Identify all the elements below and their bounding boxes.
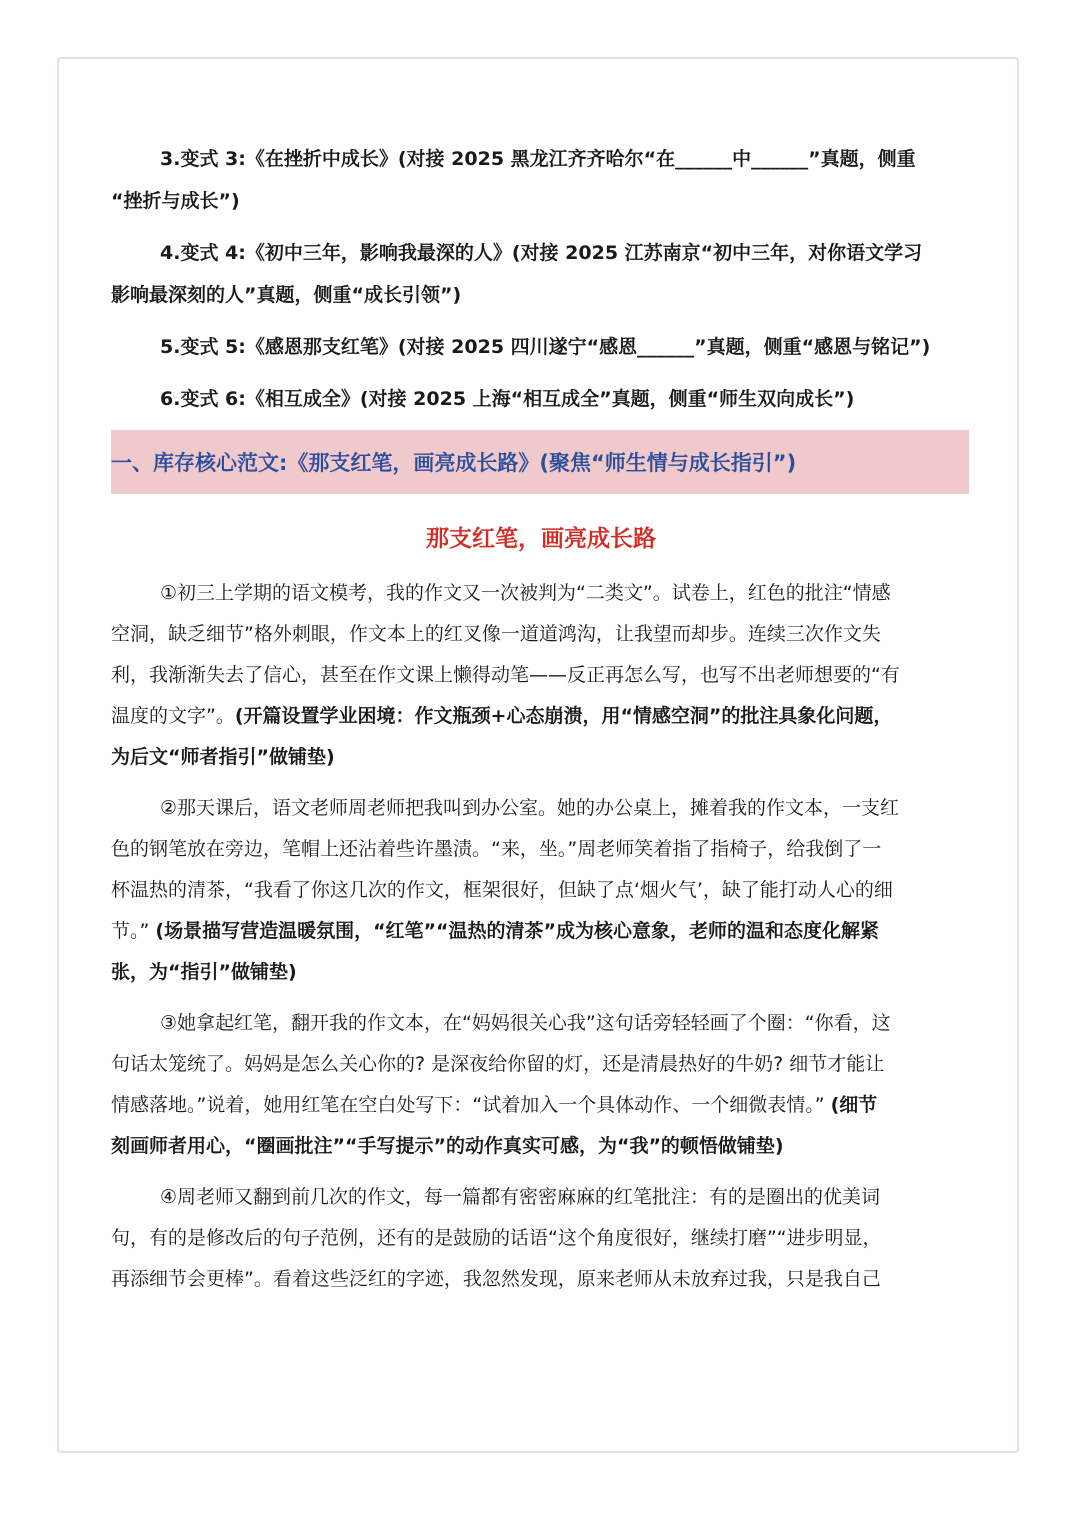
annotation-text: 为后文“师者指引”做铺垫) [111, 746, 335, 768]
paragraph-line: 情感落地。”说着，她用红笔在空白处写下：“试着加入一个具体动作、一个细微表情。” (细节 [111, 1094, 878, 1116]
paragraph-line: 色的钢笔放在旁边，笔帽上还沾着些许墨渍。“来，坐。”周老师笑着指了指椅子，给我倒了一 [111, 838, 882, 860]
paragraph-line: 句话太笼统了。妈妈是怎么关心你的? 是深夜给你留的灯，还是清晨热好的牛奶? 细节才能让 [111, 1053, 885, 1075]
essay-paragraph [111, 788, 971, 993]
essay-paragraph [111, 573, 971, 778]
paragraph-line: 温度的文字”。(开篇设置学业困境：作文瓶颈+心态崩溃，用“情感空洞”的批注具象化问题， [111, 705, 893, 727]
paragraph-line: 空洞，缺乏细节”格外刺眼，作文本上的红叉像一道道鸿沟，让我望而却步。连续三次作文失 [111, 623, 881, 645]
paragraph-line: ④周老师又翻到前几次的作文，每一篇都有密密麻麻的红笔批注：有的是圈出的优美词 [160, 1186, 881, 1208]
essay-title: 那支红笔，画亮成长路 [426, 526, 656, 552]
essay-paragraph [111, 1003, 971, 1167]
annotation-text: (场景描写营造温暖氛围，“红笔”“温热的清茶”成为核心意象，老师的温和态度化解紧 [155, 920, 880, 942]
essay-paragraph [111, 1177, 971, 1300]
paragraph-line: ②那天课后，语文老师周老师把我叫到办公室。她的办公桌上，摊着我的作文本，一支红 [160, 797, 900, 819]
annotation-text: 张，为“指引”做铺垫) [111, 961, 297, 983]
variant-line: 4.变式 4:《初中三年，影响我最深的人》(对接 2025 江苏南京“初中三年，对你语文学习 [160, 242, 923, 264]
variant-item [111, 232, 971, 316]
variant-list [111, 138, 971, 420]
paragraph-line: ③她拿起红笔，翻开我的作文本，在“妈妈很关心我”这句话旁轻轻画了个圈：“你看，这 [160, 1012, 891, 1034]
variant-line: 3.变式 3:《在挫折中成长》(对接 2025 黑龙江齐齐哈尔“在______中______”真题，侧重 [160, 148, 916, 170]
paragraph-line [111, 737, 971, 778]
variant-item [111, 378, 971, 420]
paragraph-line: ①初三上学期的语文模考，我的作文又一次被判为“二类文”。试卷上，红色的批注“情感 [160, 582, 891, 604]
variant-item [111, 138, 971, 222]
annotation-text: (细节 [830, 1094, 878, 1116]
paragraph-line: 节。” (场景描写营造温暖氛围，“红笔”“温热的清茶”成为核心意象，老师的温和态度化解紧 [111, 920, 880, 942]
section-heading: 一、库存核心范文:《那支红笔，画亮成长路》(聚焦“师生情与成长指引”) [111, 451, 797, 475]
variant-line: “挫折与成长”) [111, 190, 240, 212]
section-heading-banner [111, 430, 969, 494]
document-content [111, 138, 971, 1310]
annotation-text: 刻画师者用心，“圈画批注”“手写提示”的动作真实可感，为“我”的顿悟做铺垫) [111, 1135, 784, 1157]
paragraph-line: 杯温热的清茶，“我看了你这几次的作文，框架很好，但缺了点‘烟火气’，缺了能打动人心的细 [111, 879, 893, 901]
paragraph-line: 句，有的是修改后的句子范例，还有的是鼓励的话语“这个角度很好，继续打磨”“进步明显， [111, 1227, 882, 1249]
essay-body [111, 573, 971, 1300]
paragraph-line [111, 1126, 971, 1167]
variant-item [111, 326, 971, 368]
variant-line: 5.变式 5:《感恩那支红笔》(对接 2025 四川遂宁“感恩______”真题，侧重“感恩与铭记”) [160, 336, 931, 358]
annotation-text: (开篇设置学业困境：作文瓶颈+心态崩溃，用“情感空洞”的批注具象化问题， [234, 705, 893, 727]
variant-line: 6.变式 6:《相互成全》(对接 2025 上海“相互成全”真题，侧重“师生双向成长”) [160, 388, 855, 410]
paragraph-line: 再添细节会更棒”。看着这些泛红的字迹，我忽然发现，原来老师从未放弃过我，只是我自己 [111, 1268, 881, 1290]
paragraph-line [111, 952, 971, 993]
paragraph-line: 利，我渐渐失去了信心，甚至在作文课上懒得动笔——反正再怎么写，也写不出老师想要的“有 [111, 664, 900, 686]
variant-line: 影响最深刻的人”真题，侧重“成长引领”) [111, 284, 462, 306]
